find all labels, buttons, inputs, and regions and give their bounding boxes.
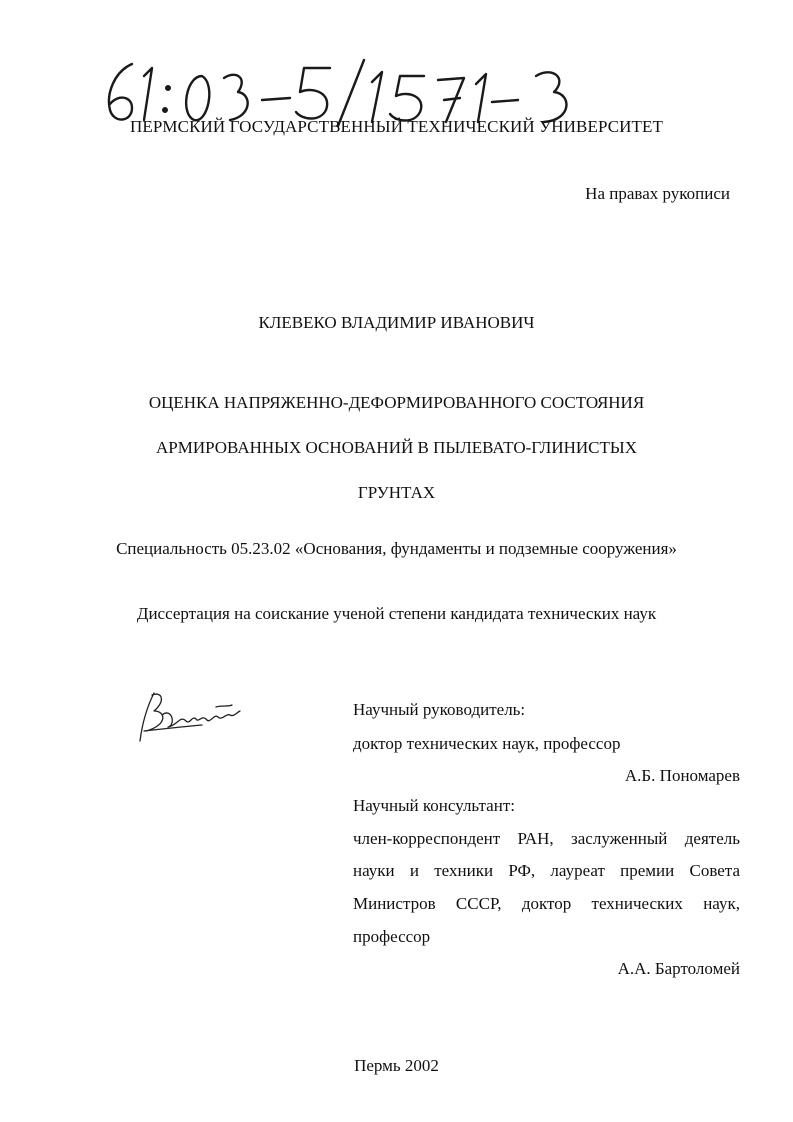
supervisor-degree: доктор технических наук, профессор [353,734,621,753]
consultant-block [353,796,740,992]
university-name: ПЕРМСКИЙ ГОСУДАРСТВЕННЫЙ ТЕХНИЧЕСКИЙ УНИВЕРСИТЕТ [130,117,663,136]
supervisor-name: А.Б. Пономарев [624,766,740,785]
dissertation-degree-line: Диссертация на соискание ученой степени кандидата технических наук [136,604,657,623]
title-line: ГРУНТАХ [357,483,436,502]
title-line: ОЦЕНКА НАПРЯЖЕННО-ДЕФОРМИРОВАННОГО СОСТОЯНИЯ [148,393,645,412]
supervisor-label: Научный руководитель: [353,700,526,719]
author-signature [132,685,252,745]
consultant-credentials-line: член-корреспондент РАН, заслуженный деятель [353,829,740,848]
consultant-name: А.А. Бартоломей [617,959,740,978]
author-name: КЛЕВЕКО ВЛАДИМИР ИВАНОВИЧ [258,313,535,332]
consultant-credentials-line: Министров СССР, доктор технических наук, [353,894,740,913]
specialty-line: Специальность 05.23.02 «Основания, фундаменты и подземные сооружения» [116,539,677,558]
dissertation-title [0,380,793,515]
consultant-label: Научный консультант: [353,796,515,815]
title-line: АРМИРОВАННЫХ ОСНОВАНИЙ В ПЫЛЕВАТО-ГЛИНИСТЫХ [155,438,637,457]
rights-note: На правах рукописи [585,184,730,203]
supervisor-block [353,700,740,796]
city-year: Пермь 2002 [354,1056,439,1075]
consultant-credentials-line: науки и техники РФ, лауреат премии Совета [353,861,740,880]
consultant-credentials-line: профессор [353,927,431,946]
